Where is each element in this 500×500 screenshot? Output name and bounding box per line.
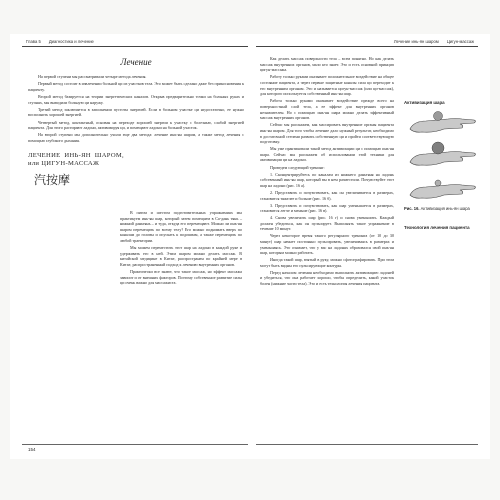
list-item: Через некоторое время такого регулярного тренинга (от 10 до 30 минут) шар начнет постоянно пульсировать, увеличиваясь в размерах и уменьшаясь. Это означает, что у вас на ладонях образовался свой инь-ян шар, которым можно работать. bbox=[260, 233, 394, 256]
book-spread bbox=[10, 34, 490, 459]
open-hand-icon bbox=[404, 140, 480, 170]
sidebar-heading: Технология лечения пациента bbox=[404, 225, 470, 231]
header-chapter-title: Диагностика и лечение bbox=[48, 39, 94, 44]
list-item: 2. Представить и почувствовать, как он увеличивается в размерах, становится тяжелее и больше (рис. 16 б). bbox=[260, 190, 394, 201]
paragraph: Третий метод заключается в заполнении пустоты энергией. Если в больном участке ци недостаточно, ее нужно восполнить хорошей энергией. bbox=[28, 106, 244, 118]
header-chapter: Глава 5 bbox=[26, 39, 41, 44]
running-header bbox=[10, 34, 490, 46]
left-page-column bbox=[28, 56, 244, 188]
list-item: 4. Снова увеличить шар (рис. 16 г) и снова уменьшить. Каждый должен убедиться, как он пульсирует. Выполнять такое упражнение в течение 10 минут. bbox=[260, 215, 394, 232]
open-hand-icon bbox=[404, 107, 480, 137]
paragraph: Четвертый метод, контактный, основан на переходе хорошей энергии к участку с болезнью, слабой энергией пациента. Для этого растирают ладони, активизируя ци, и помещают ладони на больной участок. bbox=[28, 119, 244, 131]
paragraph: Проведем следующий тренинг: bbox=[270, 164, 325, 170]
hand-illustration bbox=[404, 107, 480, 137]
figure-number: Рис. 16. bbox=[404, 206, 420, 212]
header-left bbox=[26, 39, 94, 44]
paragraph: Работа только руками оказывает воздействие прежде всего на поверхностный слой тела, а ее эффект для внутренних органов незначителен. Но с помощью инь-ян шара можно делать эффективный массаж внутренних органов. bbox=[260, 98, 394, 121]
list-item: 1. Сконцентрируйтесь по каналам из нижнего даньтяня на ладонь собственный инь-ян шар, который вы в нем разместили. Почувствуйте этот шар на ладони (рис. 16 а). bbox=[260, 171, 394, 189]
paragraph: Мы можем переместить этот шар на ладони в каждой руке и удерживать его в ней. Этим шаром можно делать массаж. В китайской медицине в Китае, распространен по крайней мере в Китае, распространенный подход к лечению внутренних органов. bbox=[120, 245, 242, 267]
paragraph: Практически все знают, что такое массаж, но эффект массажа зависит и от внешних факторов. Поэтому собственное развитие силы ци очень важно для массажиста. bbox=[120, 269, 242, 286]
left-page-split-column bbox=[120, 210, 242, 288]
right-page-column bbox=[260, 56, 394, 288]
header-right-tag: Цигун-массаж bbox=[446, 39, 474, 44]
paragraph: Сейчас мы расскажем, как массировать внутренние органы пациента инь-ян шаром. Для того чтобы лечение дало нужный результат, необходимо в достаточной степени развить собственную ци и пройти соответствующую подготовку. bbox=[260, 122, 394, 145]
paragraph: На первой ступени мы рассматривали четыре метода лечения. bbox=[38, 74, 147, 79]
hand-illustration bbox=[404, 140, 480, 170]
paragraph: Перед началом лечения необходимо выполнить активизацию ладоней и убедиться, что она работает хорошо, чтобы определить, какой участок болен (нижние части тела). Это и есть технология лечения пациента. bbox=[260, 269, 394, 286]
paragraph: На второй ступени мы дополнительно учили еще два метода: лечение инь-ян шаром, а также метод лечения с помощью глубокого дыхания. bbox=[28, 132, 244, 143]
paragraph: Второй метод базируется на теории энергетических каналов. Открыв предварительно точки на больных руках и ступнях, мы выводили больную ци наружу. bbox=[28, 93, 244, 105]
open-hand-icon bbox=[404, 173, 480, 203]
header-rule-right bbox=[256, 46, 478, 47]
paragraph: В пятом и шестом подготовительных упражнениях мы практикуем инь-ян шар, который затем помещаем в Са-дань тянь – нижний даньтянь – и туда, откуда его перемещают. Можно ли инь-ян шаром перемещать по всему телу? Его можно поднимать вверх по каналам до головы и опускать к подошвам, а также перемещать по любой траектории. bbox=[120, 210, 242, 243]
header-right-title: Лечение инь-ян шаром bbox=[393, 39, 439, 44]
chinese-characters: 汽按摩 bbox=[34, 172, 71, 187]
hand-illustration bbox=[404, 173, 480, 203]
paragraph: Первый метод состоит в извлечении больной ци из участков тела. Это может быть сделано даже без прикосновения к пациенту. bbox=[28, 81, 244, 92]
paragraph: Работу только руками оказывает положительное воздействие на общее состояние пациента, а через первые защитные каналы сила ци переходит к его внутренним органам. Это и называется цигун-массаж (или ци-массаж), для которого используется собственный инь-ян шар. bbox=[260, 74, 394, 97]
figure-caption bbox=[404, 206, 480, 211]
list-item: 3. Представить и почувствовать, как шар уменьшается в размерах, становится легче и меньше (рис. 16 в). bbox=[260, 202, 394, 214]
section-title: Лечение bbox=[120, 57, 152, 67]
footer-rule-right bbox=[256, 444, 478, 445]
list-item: Иногда такой шар, взятый в руку, можно сфотографировать. При этом могут быть видны его пульсирующие контуры. bbox=[260, 257, 394, 268]
sidebar-caption: Активизация шара bbox=[404, 100, 445, 105]
paragraph: Как делать массаж поверхности тела – всем понятно. Но как делать массаж внутренних органов, мало кто знает. Это и есть основной принцип цигун-массажа. bbox=[260, 56, 394, 73]
header-rule-left bbox=[22, 46, 248, 47]
sidebar-figures bbox=[404, 100, 480, 231]
footer-rule-left bbox=[22, 444, 248, 445]
paragraph: Мы уже практиковали такой метод активизации ци с помощью инь-ян шара. Сейчас мы расскажем об использовании этой техники для активизации ци на ладони. bbox=[260, 146, 394, 163]
page-number: 154 bbox=[28, 447, 36, 452]
header-right bbox=[394, 39, 474, 44]
sub-heading: ЛЕЧЕНИЕ ИНЬ-ЯН ШАРОМ, или ЦИГУН-МАССАЖ bbox=[28, 151, 124, 167]
figure-title: Активизация инь-ян шара bbox=[420, 206, 470, 212]
